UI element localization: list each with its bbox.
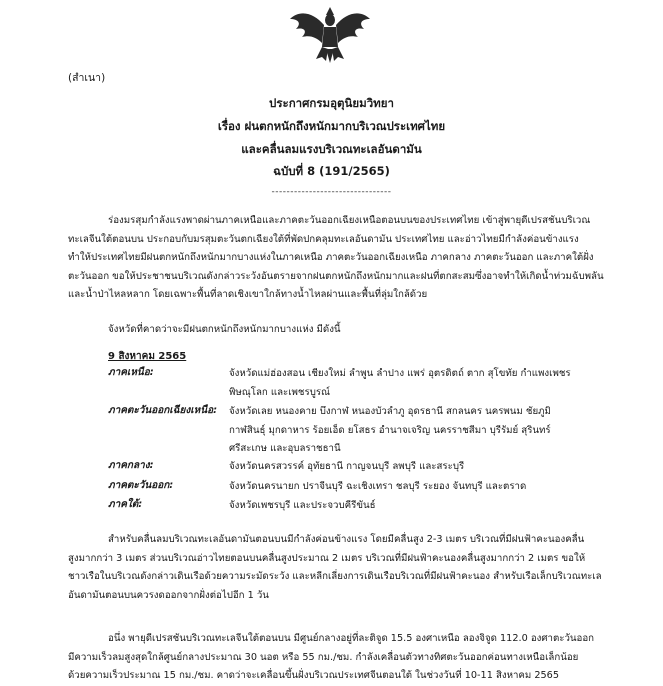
paragraph-depression	[68, 630, 608, 686]
province-line: จังหวัดนครสวรรค์ อุทัยธานี กาญจนบุรี ลพบุรี และสระบุรี	[229, 461, 465, 472]
copy-label: (สำเนา)	[68, 72, 106, 84]
region-name-north: ภาคเหนือ:	[108, 367, 154, 378]
paragraph-monsoon	[68, 212, 608, 305]
paragraph-waves	[68, 531, 608, 605]
paragraph-line: ชาวเรือในบริเวณดังกล่าวเดินเรือด้วยความระมัดระวัง และหลีกเลี่ยงการเดินเรือบริเวณที่มีฝนฟ้าคะนอง สำหรับเรือเล็กบริเวณทะเล	[68, 571, 602, 582]
paragraph-line: มีความเร็วลมสูงสุดใกล้ศูนย์กลางประมาณ 30 นอต หรือ 55 กม./ชม. กำลังเคลื่อนตัวทางทิศตะวันออกค่อนทางเหนือเล็กน้อย	[68, 651, 579, 663]
paragraph-line: ทำให้ประเทศไทยมีฝนตกหนักถึงหนักมากบางแห่งในภาคเหนือ ภาคตะวันออกเฉียงเหนือ ภาคกลาง ภาคตะวันออก และภาคใต้ฝั่ง	[68, 252, 594, 263]
region-provinces-northeast	[229, 403, 619, 459]
paragraph-line: ตะวันออก ขอให้ประชาชนบริเวณดังกล่าวระวังอันตรายจากฝนตกหนักถึงหนักมากและฝนที่ตกสะสมซึ่งอาจทำให้เกิดน้ำท่วมฉับพลัน	[68, 270, 604, 282]
province-line: จังหวัดแม่ฮ่องสอน เชียงใหม่ ลำพูน ลำปาง แพร่ อุตรดิตถ์ ตาก สุโขทัย กำแพงเพชร	[229, 368, 571, 379]
region-name-central: ภาคกลาง:	[108, 460, 154, 471]
paragraph-line: จังหวัดที่คาดว่าจะมีฝนตกหนักถึงหนักมากบางแห่ง มีดังนี้	[108, 324, 341, 335]
region-provinces-south	[229, 497, 619, 516]
province-line: จังหวัดเลย หนองคาย บึงกาฬ หนองบัวลำภู อุดรธานี สกลนคร นครพนม ชัยภูมิ	[229, 406, 551, 417]
agency-title: ประกาศกรมอุตุนิยมวิทยา	[269, 96, 394, 110]
paragraph-line: อนึ่ง พายุดีเปรสชันบริเวณทะเลจีนใต้ตอนบน มีศูนย์กลางอยู่ที่ละติจูด 15.5 องศาเหนือ ลองจิจูด 112.0 องศาตะวันออก	[108, 633, 595, 644]
garuda-emblem-icon	[280, 3, 380, 65]
region-name-east: ภาคตะวันออก:	[108, 480, 174, 491]
forecast-date: 9 สิงหาคม 2565	[108, 351, 187, 362]
paragraph-line: ด้วยความเร็วประมาณ 15 กม./ชม. คาดว่าจะเคลื่อนขึ้นฝั่งบริเวณประเทศจีนตอนใต้ ในช่วงวันที่ 10-11 สิงหาคม 2565	[68, 670, 560, 681]
paragraph-line: อันดามันตอนบนควรงดออกจากฝั่งต่อไปอีก 1 วัน	[68, 589, 269, 601]
province-line: จังหวัดนครนายก ปราจีนบุรี ฉะเชิงเทรา ชลบุรี ระยอง จันทบุรี และตราด	[229, 481, 527, 492]
region-name-south: ภาคใต้:	[108, 499, 143, 510]
subject-line: เรื่อง ฝนตกหนักถึงหนักมากบริเวณประเทศไทย	[217, 119, 446, 133]
paragraph-line: ทะเลจีนใต้ตอนบน ประกอบกับมรสุมตะวันตกเฉียงใต้ที่พัดปกคลุมทะเลอันดามัน ประเทศไทย และอ่าวไทยมีกำลังค่อนข้างแรง	[68, 233, 579, 245]
paragraph-line: สูงมากกว่า 3 เมตร ส่วนบริเวณอ่าวไทยตอนบนคลื่นสูงประมาณ 2 เมตร บริเวณที่มีฝนฟ้าคะนองคลื่นสูงมากกว่า 2 เมตร ขอให้	[68, 552, 586, 564]
province-line: กาฬสินธุ์ มุกดาหาร ร้อยเอ็ด ยโสธร อำนาจเจริญ นครราชสีมา บุรีรัมย์ สุรินทร์	[229, 424, 551, 436]
province-line: พิษณุโลก และเพชรบูรณ์	[229, 386, 331, 398]
region-name-northeast: ภาคตะวันออกเฉียงเหนือ:	[108, 405, 218, 416]
region-provinces-central	[229, 458, 619, 477]
divider: --------------------------------	[271, 187, 392, 197]
province-line: ศรีสะเกษ และอุบลราชธานี	[229, 443, 341, 454]
region-provinces-east	[229, 478, 619, 497]
paragraph-line: และน้ำป่าไหลหลาก โดยเฉพาะพื้นที่ลาดเชิงเขาใกล้ทางน้ำไหลผ่านและพื้นที่ลุ่มใกล้ด้วย	[68, 289, 428, 300]
subject-line-2: และคลื่นลมแรงบริเวณทะเลอันดามัน	[241, 142, 422, 156]
issue-number: ฉบับที่ 8 (191/2565)	[273, 164, 390, 178]
paragraph-line: ร่องมรสุมกำลังแรงพาดผ่านภาคเหนือและภาคตะวันออกเฉียงเหนือตอนบนของประเทศไทย เข้าสู่พายุดีเปรสชันบริเวณ	[108, 215, 591, 226]
paragraph-line: สำหรับคลื่นลมบริเวณทะเลอันดามันตอนบนมีกำลังค่อนข้างแรง โดยมีคลื่นสูง 2-3 เมตร บริเวณที่มีฝนฟ้าคะนองคลื่น	[108, 534, 585, 545]
region-provinces-north	[229, 365, 619, 402]
paragraph-provinces-intro	[68, 321, 608, 340]
province-line: จังหวัดเพชรบุรี และประจวบคีรีขันธ์	[229, 500, 376, 511]
